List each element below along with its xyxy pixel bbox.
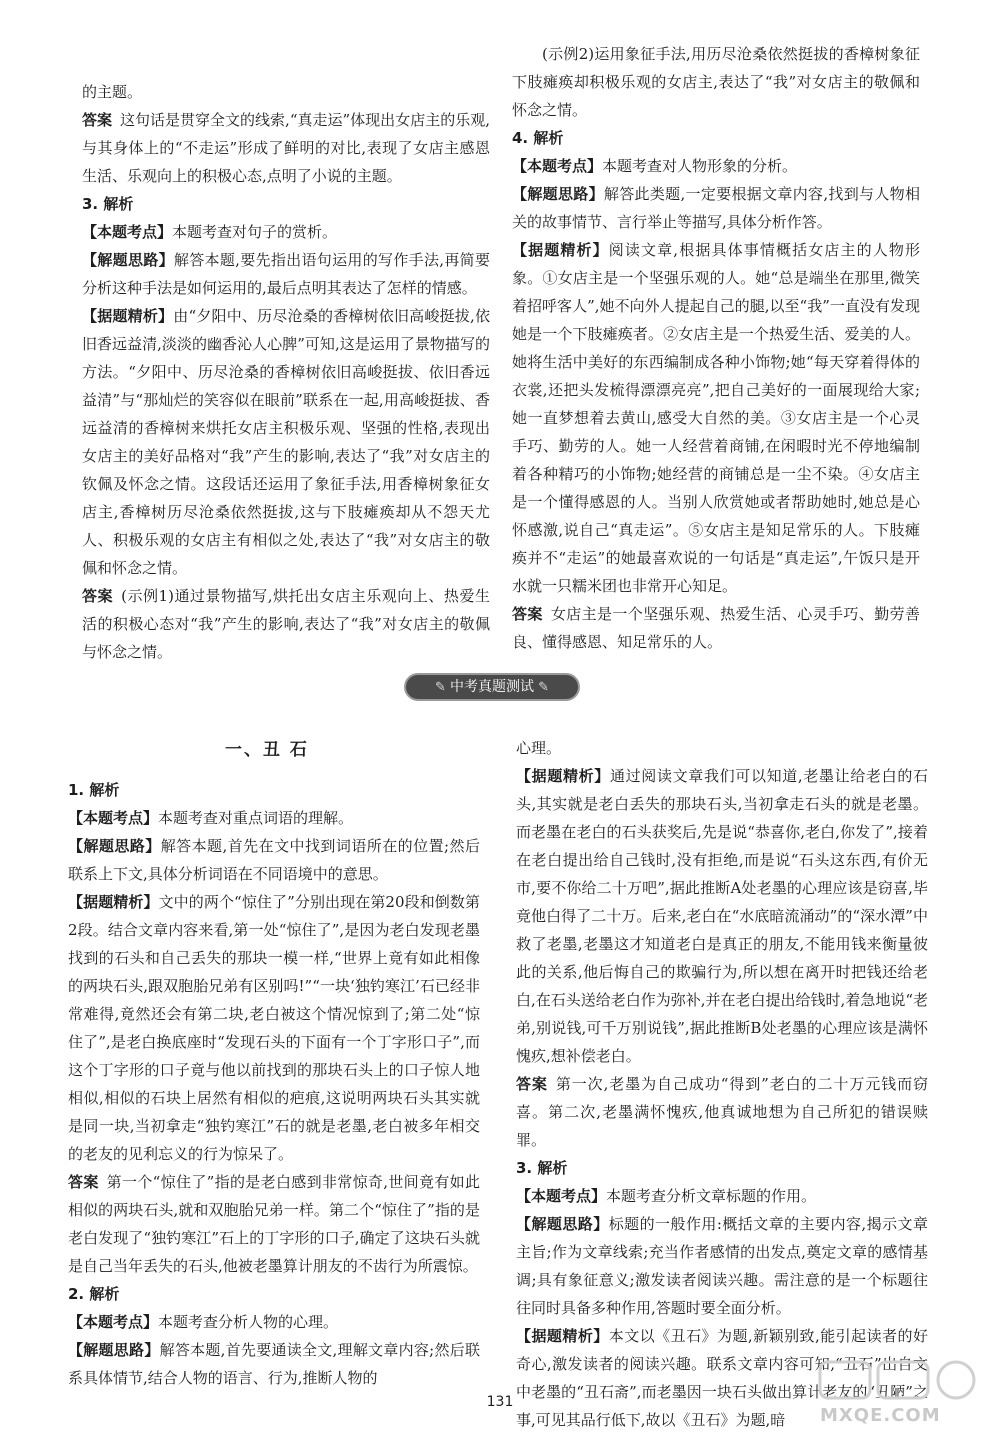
answer-text: (示例1)通过景物描写,烘托出女店主乐观向上、热爱生活的积极心态对“我”产生的影响,表达了“我”对女店主的敬佩与怀念之情。 — [82, 587, 490, 661]
answer-label: 答案 — [82, 111, 113, 129]
question-heading-3: 3. 解析 — [82, 195, 134, 213]
silu-paragraph — [512, 180, 920, 236]
bottom-right-column — [516, 734, 928, 1434]
answer-label: 答案 — [512, 605, 543, 623]
silu-text: 解答本题,首先要通读全文,理解文章内容;然后联系具体情节,结合人物的语言、行为,推断人物的 — [68, 1341, 480, 1387]
kaodian-label: 【本题考点】 — [68, 809, 159, 827]
jingxi-label: 【据题精析】 — [516, 767, 610, 785]
text-line: 心理。 — [516, 739, 562, 757]
answer-text: 女店主是一个坚强乐观、热爱生活、心灵手巧、勤劳善良、懂得感恩、知足常乐的人。 — [512, 605, 920, 651]
question-heading-1: 1. 解析 — [68, 781, 120, 799]
kaodian-label: 【本题考点】 — [82, 223, 173, 241]
answer-paragraph — [82, 106, 490, 190]
question-heading-3: 3. 解析 — [516, 1159, 568, 1177]
text-line: 的主题。 — [82, 83, 143, 101]
kaodian-text: 本题考查分析文章标题的作用。 — [606, 1187, 817, 1205]
kaodian-text: 本题考查对句子的赏析。 — [172, 223, 338, 241]
kaodian-paragraph — [512, 152, 920, 180]
kaodian-paragraph — [68, 804, 480, 832]
silu-label: 【解题思路】 — [512, 185, 604, 203]
jingxi-text: 本文以《丑石》为题,新颖别致,能引起读者的好奇心,激发读者的阅读兴趣。联系文章内容可知,“丑石”出自文中老墨的“丑石斋”,而老墨因一块石头做出算计老友的“丑陋”之事,可见其品行低下,故以《丑石》为题,暗 — [516, 1327, 928, 1429]
silu-paragraph — [82, 246, 490, 302]
jingxi-text: 通过阅读文章我们可以知道,老墨让给老白的石头,其实就是老白丢失的那块石头,当初拿走石头的就是老墨。而老墨在老白的石头获奖后,先是说“恭喜你,老白,你发了”,接着在老白提出给自己钱时,没有拒绝,而是说“石头这东西,有价无市,要不你给二十万吧”,据此推断A处老墨的心理应该是窃喜,毕竟他白得了二十万。后来,老白在“水底暗流涌动”的“深水潭”中救了老墨,老墨这才知道老白是真正的朋友,不能用钱来衡量彼此的关系,他后悔自己的欺骗行为,所以想在离开时把钱还给老白,在石头送给老白作为弥补,并在老白提出给钱时,着急地说“老弟,别说钱,可千万别说钱”,据此推断B处老墨的心理应该是满怀愧疚,想补偿老白。 — [516, 767, 928, 1065]
silu-label: 【解题思路】 — [68, 837, 161, 855]
banner-text: 中考真题测试 — [450, 679, 534, 695]
answer-text: 第一次,老墨为自己成功“得到”老白的二十万元钱而窃喜。第二次,老墨满怀愧疚,他真诚地想为自己所犯的错误赎罪。 — [516, 1075, 928, 1149]
kaodian-label: 【本题考点】 — [516, 1187, 607, 1205]
jingxi-text: 阅读文章,根据具体事情概括女店主的人物形象。①女店主是一个坚强乐观的人。她“总是端坐在那里,微笑着招呼客人”,她不向外人提起自己的腿,以至“我”一直没有发现她是一个下肢瘫痪者。②女店主是一个热爱生活、爱美的人。她将生活中美好的东西编制成各种小饰物;她“每天穿着得体的衣裳,还把头发梳得漂漂亮亮”,把自己美好的一面展现给大家;她一直梦想着去黄山,感受大自然的美。③女店主是一个心灵手巧、勤劳的人。她一人经营着商铺,在闲暇时光不停地编制着各种精巧的小饰物;她经营的商铺总是一尘不染。④女店主是一个懂得感恩的人。当别人欣赏她或者帮助她时,她总是心怀感激,说自己“真走运”。⑤女店主是知足常乐的人。下肢瘫痪并不“走运”的她最喜欢说的一句话是“真走运”,午饭只是开水就一只糯米团也非常开心知足。 — [512, 241, 920, 595]
text-paragraph: (示例2)运用象征手法,用历尽沧桑依然挺拔的香樟树象征下肢瘫痪却积极乐观的女店主,表达了“我”对女店主的敬佩和怀念之情。 — [512, 45, 920, 119]
jingxi-label: 【据题精析】 — [516, 1327, 609, 1345]
answer-label: 答案 — [68, 1173, 99, 1191]
kaodian-text: 本题考查对重点词语的理解。 — [158, 809, 354, 827]
jingxi-paragraph — [516, 762, 928, 1070]
jingxi-text: 由“夕阳中、历尽沧桑的香樟树依旧高峻挺拔,依旧香远益清,淡淡的幽香沁人心脾”可知,这是运用了景物描写的方法。“夕阳中、历尽沧桑的香樟树依旧高峻挺拔、依旧香远益清”与“那灿烂的笑容似在眼前”联系在一起,用高峻挺拔、香远益清的香樟树来烘托女店主积极乐观、坚强的性格,表现出女店主的美好品格对“我”产生的影响,表达了“我”对女店主的钦佩及怀念之情。这段话还运用了象征手法,用香樟树象征女店主,香樟树历尽沧桑依然挺拔,这与下肢瘫痪却从不怨天尤人、积极乐观的女店主有相似之处,表达了“我”对女店主的敬佩和怀念之情。 — [82, 307, 490, 577]
silu-paragraph — [68, 832, 480, 888]
kaodian-paragraph — [68, 1308, 480, 1336]
swirl-icon: ✎ — [434, 680, 450, 695]
swirl-icon: ✎ — [534, 680, 550, 695]
silu-paragraph — [68, 1336, 480, 1392]
silu-label: 【解题思路】 — [82, 251, 174, 269]
question-heading-4: 4. 解析 — [512, 129, 564, 147]
jingxi-paragraph — [68, 888, 480, 1168]
silu-text: 标题的一般作用:概括文章的主要内容,揭示文章主旨;作为文章线索;充当作者感情的出发点,奠定文章的感情基调;具有象征意义;激发读者阅读兴趣。需注意的是一个标题往往同时具备多种作用,答题时要全面分析。 — [516, 1215, 928, 1317]
answer-paragraph — [512, 600, 920, 656]
jingxi-label: 【据题精析】 — [512, 241, 609, 259]
silu-text: 解答本题,首先在文中找到词语所在的位置;然后联系上下文,具体分析词语在不同语境中的意思。 — [68, 837, 480, 883]
section-banner — [404, 673, 580, 701]
kaodian-label: 【本题考点】 — [68, 1313, 159, 1331]
kaodian-paragraph — [82, 218, 490, 246]
silu-label: 【解题思路】 — [516, 1215, 609, 1233]
top-right-column — [512, 40, 920, 656]
jingxi-label: 【据题精析】 — [68, 893, 159, 911]
answer-label: 答案 — [82, 587, 114, 605]
bottom-left-column — [68, 776, 480, 1392]
jingxi-label: 【据题精析】 — [82, 307, 174, 325]
answer-text: 这句话是贯穿全文的线索,“真走运”体现出女店主的乐观,与其身体上的“不走运”形成了鲜明的对比,表现了女店主感恩生活、乐观向上的积极心态,点明了小说的主题。 — [82, 111, 490, 185]
answer-paragraph — [68, 1168, 480, 1280]
jingxi-text: 文中的两个“惊住了”分别出现在第20段和倒数第2段。结合文章内容来看,第一处“惊住了”,是因为老白发现老墨找到的石头和自己丢失的那块一模一样,“世界上竟有如此相像的两块石头,跟双胞胎兄弟有区别吗!”“一块‘独钓寒江’石已经非常难得,竟然还会有第二块,老白被这个情况惊到了;第二处“惊住了”,是老白换底座时“发现石头的下面有一个丁字形口子”,而这个丁字形的口子竟与他以前找到的那块石头上的口子惊人地相似,相似的石块上居然有相似的疤痕,这说明两块石头其实就是同一块,当初拿走“独钓寒江”石的就是老墨,老白被多年相交的老友的见利忘义的行为惊呆了。 — [68, 893, 480, 1163]
kaodian-text: 本题考查分析人物的心理。 — [158, 1313, 339, 1331]
answer-paragraph — [82, 582, 490, 666]
silu-text: 解答此类题,一定要根据文章内容,找到与人物相关的故事情节、言行举止等描写,具体分析作答。 — [512, 185, 920, 231]
answer-paragraph — [516, 1070, 928, 1154]
jingxi-paragraph — [512, 236, 920, 600]
answer-text: 第一个“惊住了”指的是老白感到非常惊奇,世间竟有如此相似的两块石头,就和双胞胎兄弟一样。第二个“惊住了”指的是老白发现了“独钓寒江”石上的丁字形的口子,确定了这块石头就是自己当年丢失的石头,他被老墨算计朋友的不齿行为所震惊。 — [68, 1173, 480, 1275]
question-heading-2: 2. 解析 — [68, 1285, 120, 1303]
kaodian-text: 本题考查对人物形象的分析。 — [602, 157, 798, 175]
page-number: 131 — [486, 1394, 514, 1410]
silu-label: 【解题思路】 — [68, 1341, 160, 1359]
top-left-column — [82, 78, 490, 666]
kaodian-paragraph — [516, 1182, 928, 1210]
silu-paragraph — [516, 1210, 928, 1322]
watermark-text: MXQE.COM — [820, 1405, 941, 1426]
article-title: 一、丑 石 — [225, 740, 309, 760]
jingxi-paragraph — [82, 302, 490, 582]
kaodian-label: 【本题考点】 — [512, 157, 603, 175]
silu-text: 解答本题,要先指出语句运用的写作手法,再简要分析这种手法是如何运用的,最后点明其表达了怎样的情感。 — [82, 251, 490, 297]
answer-label: 答案 — [516, 1075, 548, 1093]
